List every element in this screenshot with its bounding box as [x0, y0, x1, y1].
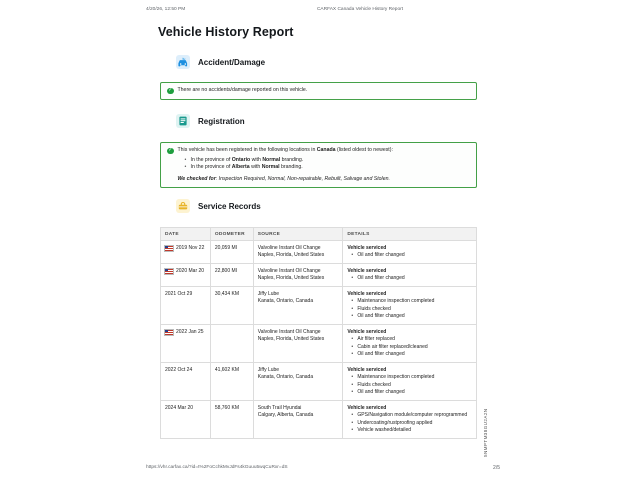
service-table-body: [161, 241, 477, 439]
record-source: Valvoline Instant Oil Change Naples, Florida, United States: [253, 325, 343, 363]
section-title: Registration: [198, 116, 245, 126]
us-flag-icon: [165, 269, 173, 274]
detail-item: • Oil and filter changed: [357, 351, 472, 359]
record-odometer: 41,602 KM: [210, 363, 253, 401]
registration-intro: This vehicle has been registered in the following locations in Canada (listed oldest to newest):: [177, 147, 393, 153]
column-header: DATE: [161, 228, 211, 241]
footer-url: https://vhr.carfax.ca/?id=t%2FoCchkMvJdFs4kGuuu5wqCuRxr=dS: [146, 465, 288, 470]
record-source: Jiffy Lube Kanata, Ontario, Canada: [253, 287, 343, 325]
detail-item: • Maintenance inspection completed: [357, 374, 472, 382]
registration-checked-line: We checked for: Inspection Required, Normal, Non-repairable, Rebuilt, Salvage and Stolen.: [177, 175, 390, 182]
section-title: Accident/Damage: [198, 57, 266, 67]
record-date: 2022 Jan 25: [176, 328, 204, 335]
registration-bullet: • In the province of Alberta with Normal branding.: [191, 164, 393, 172]
footer-page-number: 2/5: [493, 465, 500, 471]
detail-item: • Cabin air filter replaced/cleaned: [357, 344, 472, 352]
accident-message: There are no accidents/damage reported on this vehicle.: [177, 87, 308, 93]
record-source: Valvoline Instant Oil Change Naples, Florida, United States: [253, 264, 343, 287]
service-record-row: [161, 287, 477, 325]
section-header-service: [176, 199, 261, 213]
record-details: Vehicle serviced • Air filter replaced • Cabin air filter replaced/cleaned • Oil and filter changed: [343, 325, 477, 363]
registration-bullet-list: [178, 157, 393, 173]
check-icon: [167, 88, 174, 95]
record-odometer: 58,760 KM: [210, 401, 253, 439]
registration-text: [178, 147, 393, 183]
us-flag-icon: [165, 246, 173, 251]
record-date: 2020 Mar 20: [176, 267, 205, 274]
record-date: 2022 Oct 24: [165, 366, 193, 373]
record-odometer: [210, 325, 253, 363]
check-icon: [167, 148, 174, 155]
column-header: DETAILS: [343, 228, 477, 241]
section-header-registration: [176, 114, 245, 128]
section-title: Service Records: [198, 201, 261, 211]
record-source: Valvoline Instant Oil Change Naples, Florida, United States: [253, 241, 343, 264]
vin-watermark: 5NMPTM38GU2A2N: [483, 408, 488, 457]
detail-item: • GPS/Navigation module/computer reprogrammed: [357, 412, 472, 420]
service-record-row: [161, 264, 477, 287]
service-record-row: [161, 401, 477, 439]
column-header: ODOMETER: [210, 228, 253, 241]
record-odometer: 20,059 MI: [210, 241, 253, 264]
record-details: Vehicle serviced • GPS/Navigation module/computer reprogrammed • Undercoating/rustproofing applied • Vehicle washed/detailed: [343, 401, 477, 439]
detail-item: • Vehicle washed/detailed: [357, 427, 472, 435]
page-title: Vehicle History Report: [158, 25, 294, 39]
detail-item: • Oil and filter changed: [357, 313, 472, 321]
record-date: 2019 Nov 22: [176, 244, 205, 251]
section-header-accident: [176, 55, 265, 69]
record-date: 2024 Mar 20: [165, 404, 194, 411]
print-doc-title: CARFAX Canada Vehicle History Report: [316, 7, 404, 12]
detail-item: • Oil and filter changed: [357, 275, 472, 283]
registration-summary-box: [160, 142, 477, 188]
record-source: Jiffy Lube Kanata, Ontario, Canada: [253, 363, 343, 401]
detail-item: • Oil and filter changed: [357, 389, 472, 397]
car-collision-icon: [176, 55, 190, 69]
service-records-table: [160, 227, 477, 439]
record-details: Vehicle serviced • Maintenance inspection completed • Fluids checked • Oil and filter changed: [343, 363, 477, 401]
detail-item: • Fluids checked: [357, 306, 472, 314]
detail-item: • Fluids checked: [357, 382, 472, 390]
record-details: Vehicle serviced • Maintenance inspection completed • Fluids checked • Oil and filter changed: [343, 287, 477, 325]
record-odometer: 30,434 KM: [210, 287, 253, 325]
record-details: Vehicle serviced • Oil and filter changed: [343, 241, 477, 264]
detail-item: • Oil and filter changed: [357, 252, 472, 260]
detail-item: • Air filter replaced: [357, 336, 472, 344]
service-table-header-row: [161, 228, 477, 241]
record-odometer: 22,800 MI: [210, 264, 253, 287]
record-source: South Trail Hyundai Calgary, Alberta, Canada: [253, 401, 343, 439]
toolbox-icon: [176, 199, 190, 213]
accident-summary-box: [160, 82, 477, 100]
detail-item: • Maintenance inspection completed: [357, 298, 472, 306]
us-flag-icon: [165, 330, 173, 335]
service-record-row: [161, 363, 477, 401]
registration-bullet: • In the province of Ontario with Normal branding.: [191, 157, 393, 165]
service-record-row: [161, 325, 477, 363]
record-date: 2021 Oct 29: [165, 290, 193, 297]
registration-document-icon: [176, 114, 190, 128]
service-record-row: [161, 241, 477, 264]
record-details: Vehicle serviced • Oil and filter changed: [343, 264, 477, 287]
detail-item: • Undercoating/rustproofing applied: [357, 420, 472, 428]
column-header: SOURCE: [253, 228, 343, 241]
print-datetime: 4/20/26, 12:50 PM: [146, 7, 186, 12]
